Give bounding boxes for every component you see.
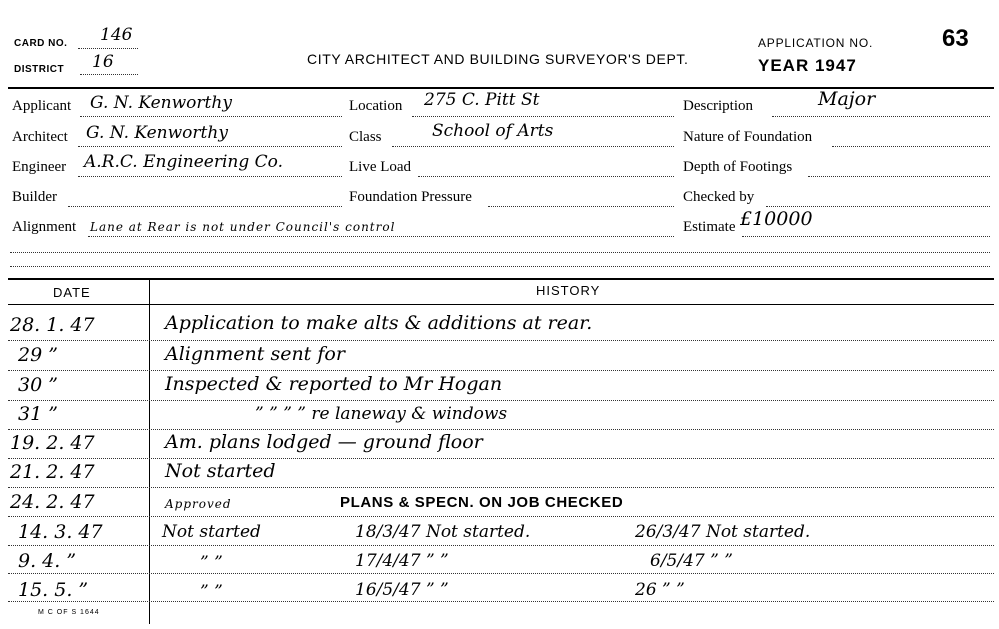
foundation-pressure-line bbox=[488, 206, 674, 207]
description-label: Description bbox=[683, 98, 753, 114]
history-row-1-date: 28. 1. 47 bbox=[10, 314, 95, 336]
applicant-label: Applicant bbox=[12, 98, 72, 114]
row-rule-9 bbox=[8, 573, 994, 574]
alignment-line bbox=[88, 236, 674, 237]
depth-of-footings-line bbox=[808, 176, 990, 177]
alignment-value: Lane at Rear is not under Council's control bbox=[90, 220, 396, 234]
history-row-8-right: 26/3/47 Not started. bbox=[635, 522, 811, 542]
card-no-label: CARD NO. bbox=[14, 38, 68, 49]
history-row-6-date: 21. 2. 47 bbox=[10, 461, 95, 483]
nature-of-foundation-line bbox=[832, 146, 990, 147]
district-label: DISTRICT bbox=[14, 64, 65, 75]
engineer-value: A.R.C. Engineering Co. bbox=[84, 152, 283, 172]
row-rule-10 bbox=[8, 601, 994, 602]
foundation-pressure-label: Foundation Pressure bbox=[349, 189, 472, 205]
row-rule-1 bbox=[8, 340, 994, 341]
location-line bbox=[412, 116, 674, 117]
applicant-line bbox=[80, 116, 342, 117]
applicant-value: G. N. Kenworthy bbox=[90, 93, 232, 113]
history-column-header: HISTORY bbox=[536, 283, 601, 298]
history-row-9-text: ” ” bbox=[200, 553, 223, 573]
history-row-5-date: 19. 2. 47 bbox=[10, 432, 95, 454]
history-row-4-date: 31 ” bbox=[18, 403, 58, 425]
builder-label: Builder bbox=[12, 189, 57, 205]
history-row-10-text: ” ” bbox=[200, 582, 223, 602]
application-label: APPLICATION NO. bbox=[758, 36, 874, 50]
live-load-line bbox=[418, 176, 674, 177]
history-row-8-date: 14. 3. 47 bbox=[18, 521, 103, 543]
form-code: M C OF S 1644 bbox=[38, 609, 100, 616]
engineer-line bbox=[78, 176, 342, 177]
history-row-3-date: 30 ” bbox=[18, 374, 58, 396]
history-row-9-date: 9. 4. ” bbox=[18, 550, 77, 572]
blank-line-1 bbox=[10, 252, 990, 253]
row-rule-3 bbox=[8, 400, 994, 401]
district-line bbox=[80, 74, 138, 75]
history-row-8-text: Not started bbox=[162, 522, 261, 542]
checked-by-line bbox=[766, 206, 990, 207]
history-row-3-text: Inspected & reported to Mr Hogan bbox=[165, 373, 503, 395]
architect-label: Architect bbox=[12, 129, 68, 145]
depth-of-footings-label: Depth of Footings bbox=[683, 159, 793, 175]
history-row-5-text: Am. plans lodged — ground floor bbox=[165, 431, 483, 453]
class-label: Class bbox=[349, 129, 382, 145]
card-no-value: 146 bbox=[100, 25, 133, 45]
district-value: 16 bbox=[92, 52, 114, 72]
estimate-value: £10000 bbox=[740, 208, 813, 230]
class-line bbox=[392, 146, 674, 147]
card-no-line bbox=[78, 48, 138, 49]
history-row-2-date: 29 ” bbox=[18, 344, 58, 366]
history-row-4-text: ” ” ” ” re laneway & windows bbox=[255, 404, 508, 424]
location-label: Location bbox=[349, 98, 403, 114]
class-value: School of Arts bbox=[432, 121, 554, 141]
nature-of-foundation-label: Nature of Foundation bbox=[683, 129, 813, 145]
dept-title: CITY ARCHITECT AND BUILDING SURVEYOR'S DEPT. bbox=[307, 51, 689, 67]
row-rule-7 bbox=[8, 516, 994, 517]
history-row-6-text: Not started bbox=[165, 460, 276, 482]
description-value: Major bbox=[818, 88, 876, 110]
architect-line bbox=[78, 146, 342, 147]
history-row-8-mid: 18/3/47 Not started. bbox=[355, 522, 531, 542]
builder-line bbox=[68, 206, 342, 207]
history-row-7-date: 24. 2. 47 bbox=[10, 491, 95, 513]
row-rule-8 bbox=[8, 545, 994, 546]
history-row-2-text: Alignment sent for bbox=[165, 343, 345, 365]
row-rule-4 bbox=[8, 429, 994, 430]
row-rule-6 bbox=[8, 487, 994, 488]
plans-checked-stamp: PLANS & SPECN. ON JOB CHECKED bbox=[340, 494, 624, 511]
application-number: 63 bbox=[942, 25, 969, 52]
history-row-1-text: Application to make alts & additions at rear. bbox=[165, 312, 593, 334]
architect-value: G. N. Kenworthy bbox=[86, 123, 228, 143]
checked-by-label: Checked by bbox=[683, 189, 755, 205]
history-row-10-date: 15. 5. ” bbox=[18, 579, 89, 601]
live-load-label: Live Load bbox=[349, 159, 412, 175]
engineer-label: Engineer bbox=[12, 159, 67, 175]
estimate-label: Estimate bbox=[683, 219, 736, 235]
history-row-10-right: 26 ” ” bbox=[635, 580, 685, 600]
alignment-label: Alignment bbox=[12, 219, 77, 235]
estimate-line bbox=[742, 236, 990, 237]
history-top-rule bbox=[8, 278, 994, 280]
history-row-7-text: Approved bbox=[165, 497, 232, 511]
blank-line-2 bbox=[10, 266, 990, 267]
history-row-9-right: 6/5/47 ” ” bbox=[650, 551, 733, 571]
history-row-9-mid: 17/4/47 ” ” bbox=[355, 551, 449, 571]
history-row-10-mid: 16/5/47 ” ” bbox=[355, 580, 449, 600]
description-line bbox=[772, 116, 990, 117]
date-column-header: DATE bbox=[53, 285, 91, 300]
location-value: 275 C. Pitt St bbox=[424, 90, 540, 110]
row-rule-2 bbox=[8, 370, 994, 371]
history-header-rule bbox=[8, 304, 994, 305]
year-label: YEAR 1947 bbox=[758, 56, 857, 75]
row-rule-5 bbox=[8, 458, 994, 459]
